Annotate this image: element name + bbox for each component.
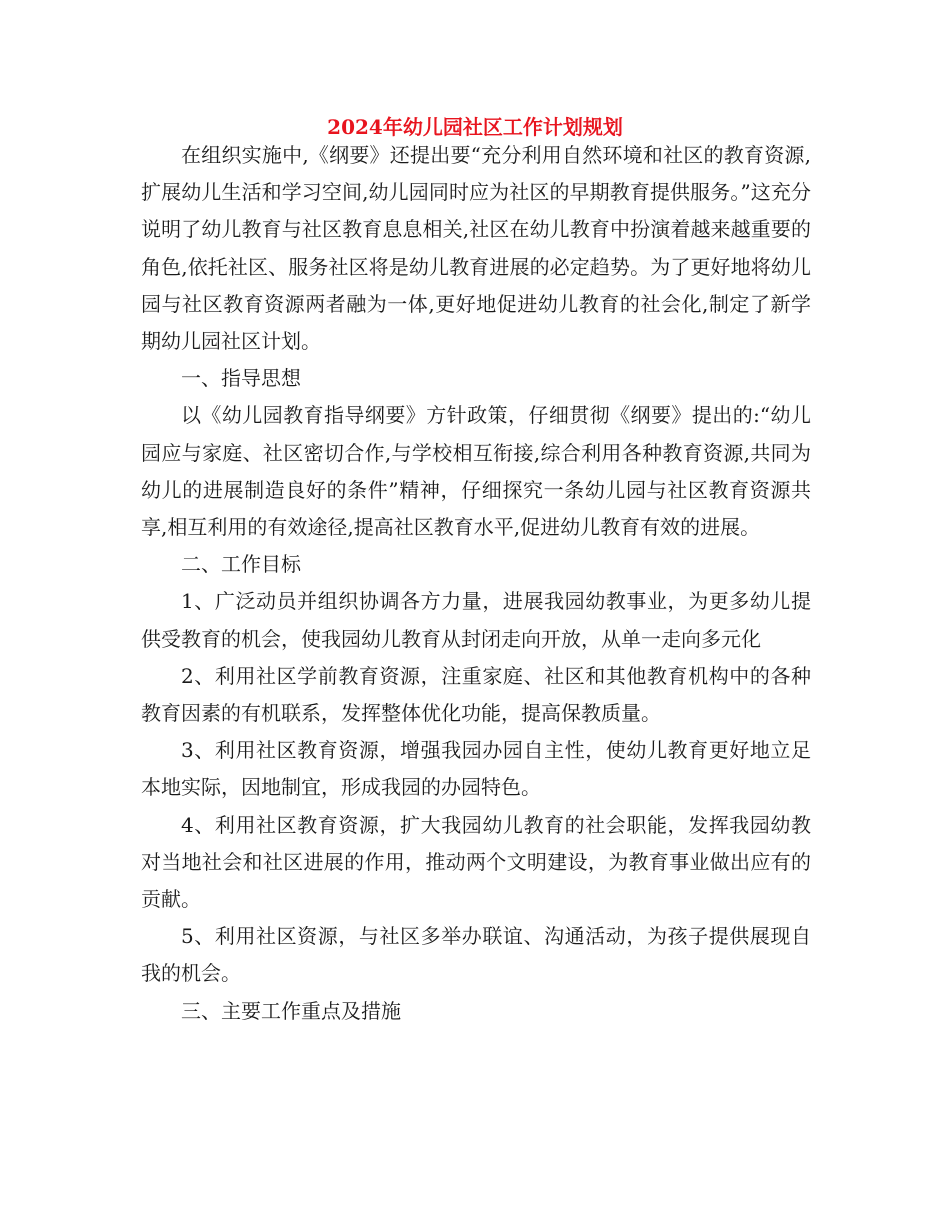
intro-paragraph: 在组织实施中,《纲要》还提出要“充分利用自然环境和社区的教育资源,扩展幼儿生活和学习空间,幼儿园同时应为社区的早期教育提供服务。”这充分说明了幼儿教育与社区教育息息相关,社区在幼儿教育中扮演着越来越重要的角色,依托社区、服务社区将是幼儿教育进展的必定趋势。为了更好地将幼儿园与社区教育资源两者融为一体,更好地促进幼儿教育的社会化,制定了新学期幼儿园社区计划。 xyxy=(141,143,811,354)
goal-item-2: 2、利用社区学前教育资源，注重家庭、社区和其他教育机构中的各种教育因素的有机联系，发挥整体优化功能，提高保教质量。 xyxy=(141,663,811,726)
section-heading-work-goals: 二、工作目标 xyxy=(181,552,301,577)
goal-item-1: 1、广泛动员并组织协调各方力量，进展我园幼教事业，为更多幼儿提供受教育的机会，使我园幼儿教育从封闭走向开放，从单一走向多元化 xyxy=(141,589,811,651)
section-heading-key-work-measures: 三、主要工作重点及措施 xyxy=(181,998,401,1023)
document-title: 2024年幼儿园社区工作计划规划 xyxy=(327,115,623,139)
goal-item-4: 4、利用社区教育资源，扩大我园幼儿教育的社会职能，发挥我园幼教对当地社会和社区进展的作用，推动两个文明建设，为教育事业做出应有的贡献。 xyxy=(141,812,811,912)
section-heading-guiding-ideology: 一、指导思想 xyxy=(181,366,301,391)
guiding-ideology-paragraph: 以《幼儿园教育指导纲要》方针政策，仔细贯彻《纲要》提出的:“幼儿园应与家庭、社区密切合作,与学校相互衔接,综合利用各种教育资源,共同为幼儿的进展制造良好的条件”精神，仔细探究一条幼儿园与社区教育资源共享,相互利用的有效途径,提高社区教育水平,促进幼儿教育有效的进展。 xyxy=(141,403,811,540)
goal-item-5: 5、利用社区资源，与社区多举办联谊、沟通活动，为孩子提供展现自我的机会。 xyxy=(141,924,811,986)
document-body xyxy=(141,137,811,1030)
goal-item-3: 3、利用社区教育资源，增强我园办园自主性，使幼儿教育更好地立足本地实际，因地制宜，形成我园的办园特色。 xyxy=(141,738,811,800)
